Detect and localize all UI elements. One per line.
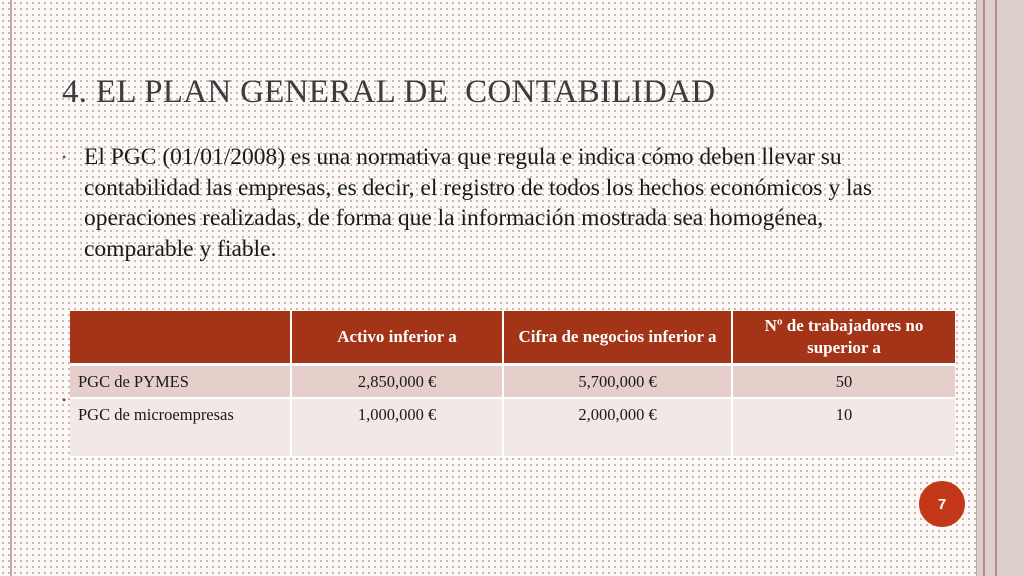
cifra-cell: 2,000,000 € — [503, 398, 732, 457]
left-border-line — [10, 0, 12, 576]
activo-cell: 2,850,000 € — [291, 365, 503, 399]
table-row — [70, 398, 955, 457]
activo-cell: 1,000,000 € — [291, 398, 503, 457]
header-activo: Activo inferior a — [291, 311, 503, 365]
header-trabajadores: Nº de trabajadores no superior a — [732, 311, 955, 365]
band-stripe — [995, 0, 997, 576]
slide-title: 4. EL PLAN GENERAL DE CONTABILIDAD — [62, 74, 716, 110]
trabajadores-cell: 50 — [732, 365, 955, 399]
cifra-cell: 5,700,000 € — [503, 365, 732, 399]
table-header-row — [70, 311, 955, 365]
header-cifra-negocios: Cifra de negocios inferior a — [503, 311, 732, 365]
bullet-icon: • — [62, 150, 67, 164]
band-stripe — [983, 0, 985, 576]
row-label-cell: PGC de PYMES — [70, 365, 291, 399]
row-label-cell: PGC de microempresas — [70, 398, 291, 457]
trabajadores-cell: 10 — [732, 398, 955, 457]
page-number-badge: 7 — [919, 481, 965, 527]
header-empty-cell — [70, 311, 291, 365]
pgc-comparison-table — [70, 311, 955, 458]
bullet-icon: • — [62, 393, 67, 407]
table-row — [70, 365, 955, 399]
body-paragraph: El PGC (01/01/2008) es una normativa que regula e indica cómo deben llevar su contabilidad las empresas, es decir, el registro de todos los hechos económicos y las operaciones realizadas, de forma que la información mostrada sea homogénea, comparable y fiable. — [84, 144, 873, 262]
right-decorative-band — [976, 0, 1024, 576]
